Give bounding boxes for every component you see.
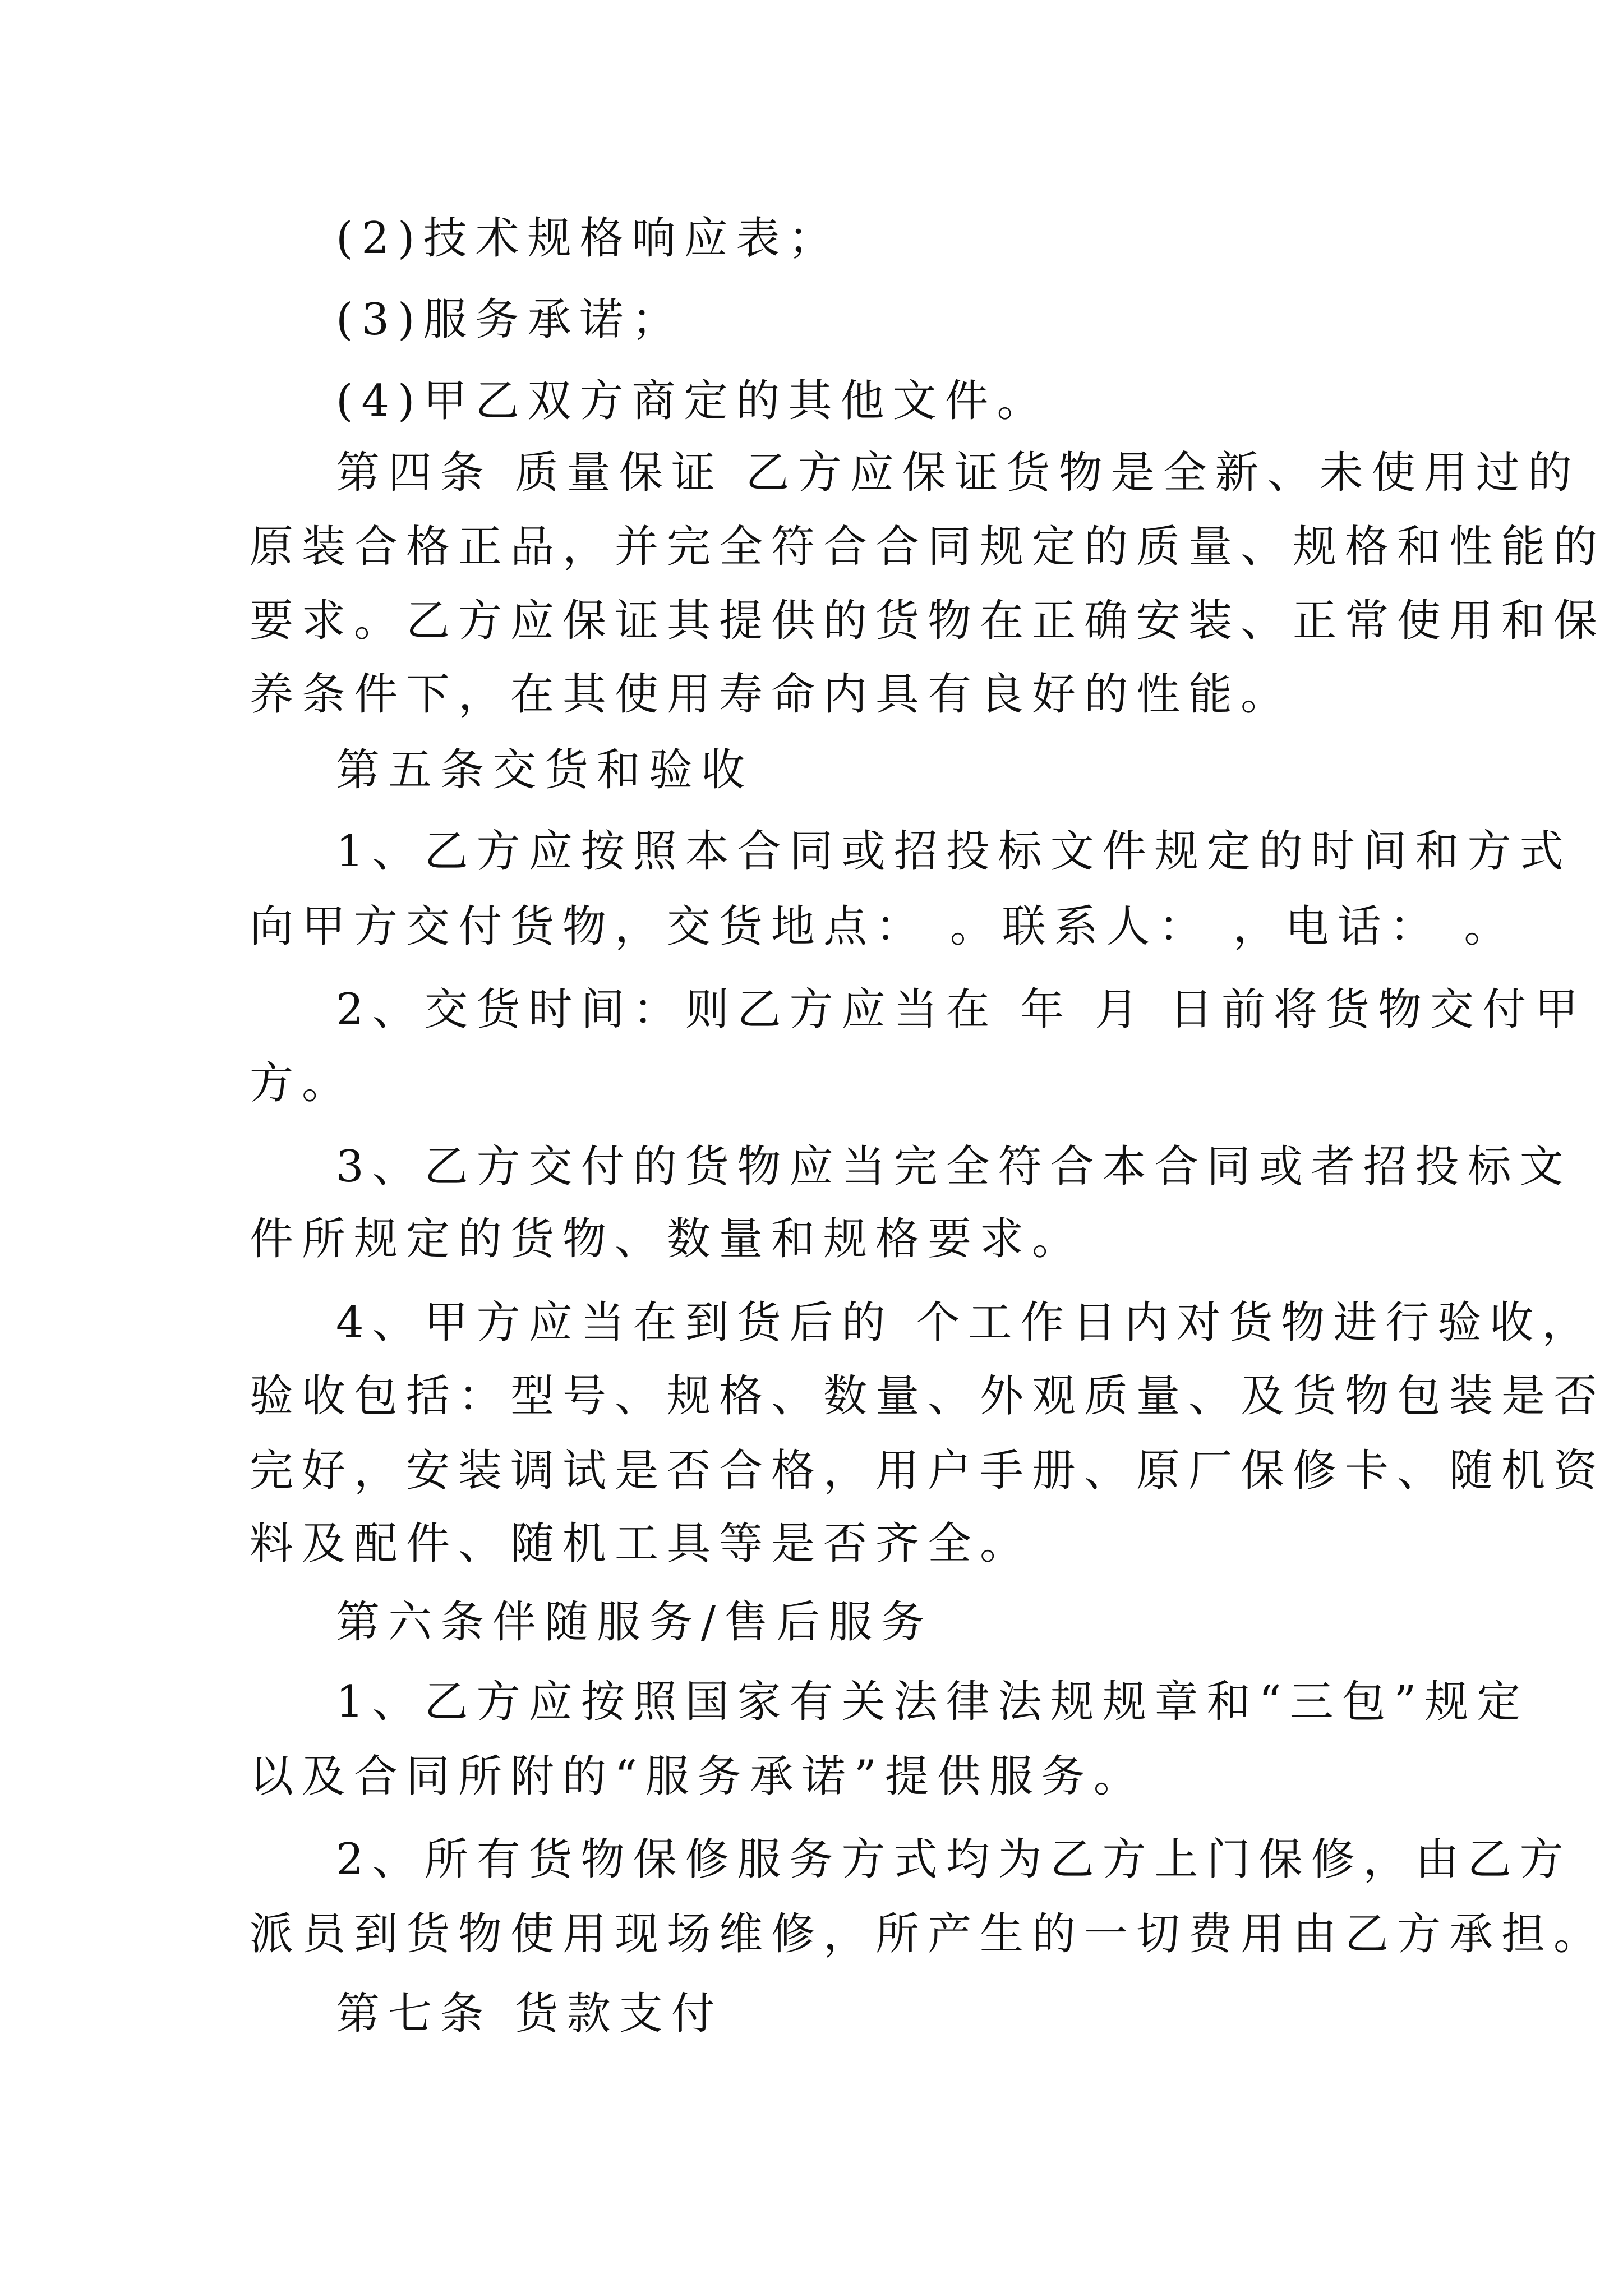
doc-line-9: 1、乙方应按照本合同或招投标文件规定的时间和方式 — [336, 826, 1572, 877]
doc-line-15: 4、甲方应当在到货后的 个工作日内对货物进行验收， — [336, 1297, 1594, 1348]
doc-line-23: 派员到货物使用现场维修，所产生的一切费用由乙方承担。 — [250, 1909, 1606, 1959]
doc-line-17: 完好，安装调试是否合格，用户手册、原厂保修卡、随机资 — [250, 1446, 1606, 1496]
doc-line-7: 养条件下，在其使用寿命内具有良好的性能。 — [250, 669, 1293, 720]
doc-line-2: (3)服务承诺； — [336, 295, 684, 345]
doc-line-6: 要求。乙方应保证其提供的货物在正确安装、正常使用和保 — [250, 596, 1606, 646]
doc-line-12: 方。 — [250, 1058, 354, 1108]
doc-line-11: 2、交货时间：则乙方应当在 年 月 日前将货物交付甲 — [336, 984, 1587, 1035]
doc-line-13: 3、乙方交付的货物应当完全符合本合同或者招投标文 — [336, 1142, 1572, 1192]
doc-line-14: 件所规定的货物、数量和规格要求。 — [250, 1214, 1085, 1264]
doc-line-8: 第五条交货和验收 — [336, 745, 754, 795]
doc-line-10: 向甲方交付货物，交货地点： 。联系人： ，电话： 。 — [250, 901, 1516, 952]
doc-line-19: 第六条伴随服务/售后服务 — [336, 1597, 933, 1648]
doc-line-1: (2)技术规格响应表； — [336, 213, 841, 264]
doc-line-24: 第七条 货款支付 — [336, 1989, 723, 2039]
doc-line-16: 验收包括：型号、规格、数量、外观质量、及货物包装是否 — [250, 1371, 1606, 1421]
doc-line-18: 料及配件、随机工具等是否齐全。 — [250, 1519, 1032, 1569]
doc-line-3: (4)甲乙双方商定的其他文件。 — [336, 376, 1049, 426]
doc-line-4: 第四条 质量保证 乙方应保证货物是全新、未使用过的 — [336, 448, 1580, 498]
doc-line-5: 原装合格正品，并完全符合合同规定的质量、规格和性能的 — [250, 522, 1606, 572]
doc-line-21: 以及合同所附的“服务承诺”提供服务。 — [250, 1751, 1146, 1802]
doc-line-20: 1、乙方应按照国家有关法律法规规章和“三包”规定 — [336, 1677, 1529, 1727]
doc-line-22: 2、所有货物保修服务方式均为乙方上门保修，由乙方 — [336, 1834, 1572, 1885]
